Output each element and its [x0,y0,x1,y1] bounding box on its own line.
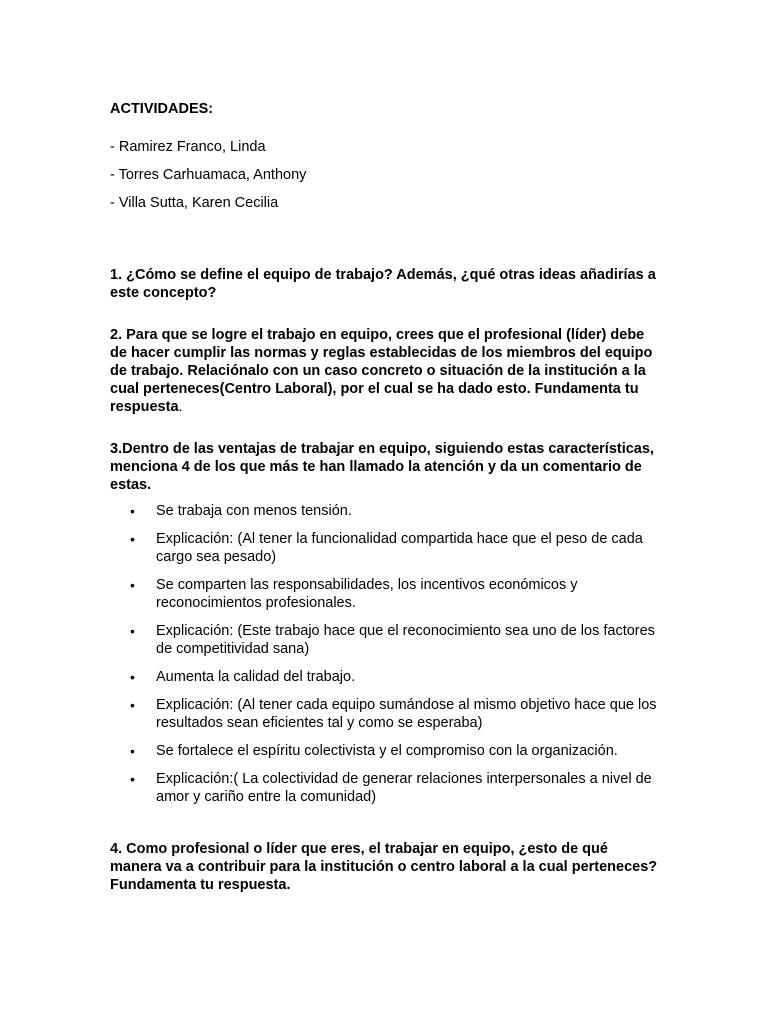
members-list [110,138,660,212]
question-2 [110,326,660,416]
list-item-text: Explicación: (Este trabajo hace que el reconocimiento sea uno de los factores de competitividad sana) [156,623,655,657]
question-2-text: 2. Para que se logre el trabajo en equipo, crees que el profesional (líder) debe de hacer cumplir las normas y reglas establecidas de los miembros del equipo de trabajo. Relaciónalo con un caso concreto o situación de la institución a la cual perteneces(Centro Laboral), por el cual se ha dado esto. Fundamenta tu respuesta [110,327,653,415]
list-item-text: Aumenta la calidad del trabajo. [156,669,356,685]
list-item [110,696,660,732]
question-3: 3.Dentro de las ventajas de trabajar en equipo, siguiendo estas características, menciona 4 de los que más te han llamado la atención y da un comentario de estas. [110,441,654,493]
question-4: 4. Como profesional o líder que eres, el trabajar en equipo, ¿esto de qué manera va a contribuir para la institución o centro laboral a la cual perteneces? Fundamenta tu respuesta. [110,841,658,893]
page-title: ACTIVIDADES: [110,101,214,117]
bullet-icon: • [130,743,135,759]
list-item [110,622,660,658]
bullet-icon: • [130,577,135,593]
bullet-icon: • [130,669,135,685]
bullet-icon: • [130,531,135,547]
question-2-period: . [178,399,183,415]
list-item-text: Se comparten las responsabilidades, los incentivos económicos y reconocimientos profesionales. [156,577,578,611]
list-item [110,530,660,566]
list-item [110,770,660,806]
document-content [110,100,660,918]
bullet-icon: • [130,697,135,713]
member-item: - Torres Carhuamaca, Anthony [110,167,307,183]
list-item [110,742,660,760]
bullet-icon: • [130,623,135,639]
bullet-icon: • [130,503,135,519]
list-item-text: Explicación: (Al tener cada equipo sumándose al mismo objetivo hace que los resultados sean eficientes tal y como se esperaba) [156,697,657,731]
bullet-icon: • [130,771,135,787]
list-item-text: Explicación:( La colectividad de generar relaciones interpersonales a nivel de amor y cariño entre la comunidad) [156,771,652,805]
list-item-text: Se fortalece el espíritu colectivista y el compromiso con la organización. [156,743,618,759]
advantages-list [110,502,660,806]
question-1: 1. ¿Cómo se define el equipo de trabajo? Además, ¿qué otras ideas añadirías a este concepto? [110,267,656,301]
list-item [110,668,660,686]
list-item-text: Explicación: (Al tener la funcionalidad compartida hace que el peso de cada cargo sea pesado) [156,531,643,565]
member-item: - Ramirez Franco, Linda [110,139,266,155]
list-item-text: Se trabaja con menos tensión. [156,503,352,519]
list-item [110,502,660,520]
list-item [110,576,660,612]
member-item: - Villa Sutta, Karen Cecilia [110,195,279,211]
